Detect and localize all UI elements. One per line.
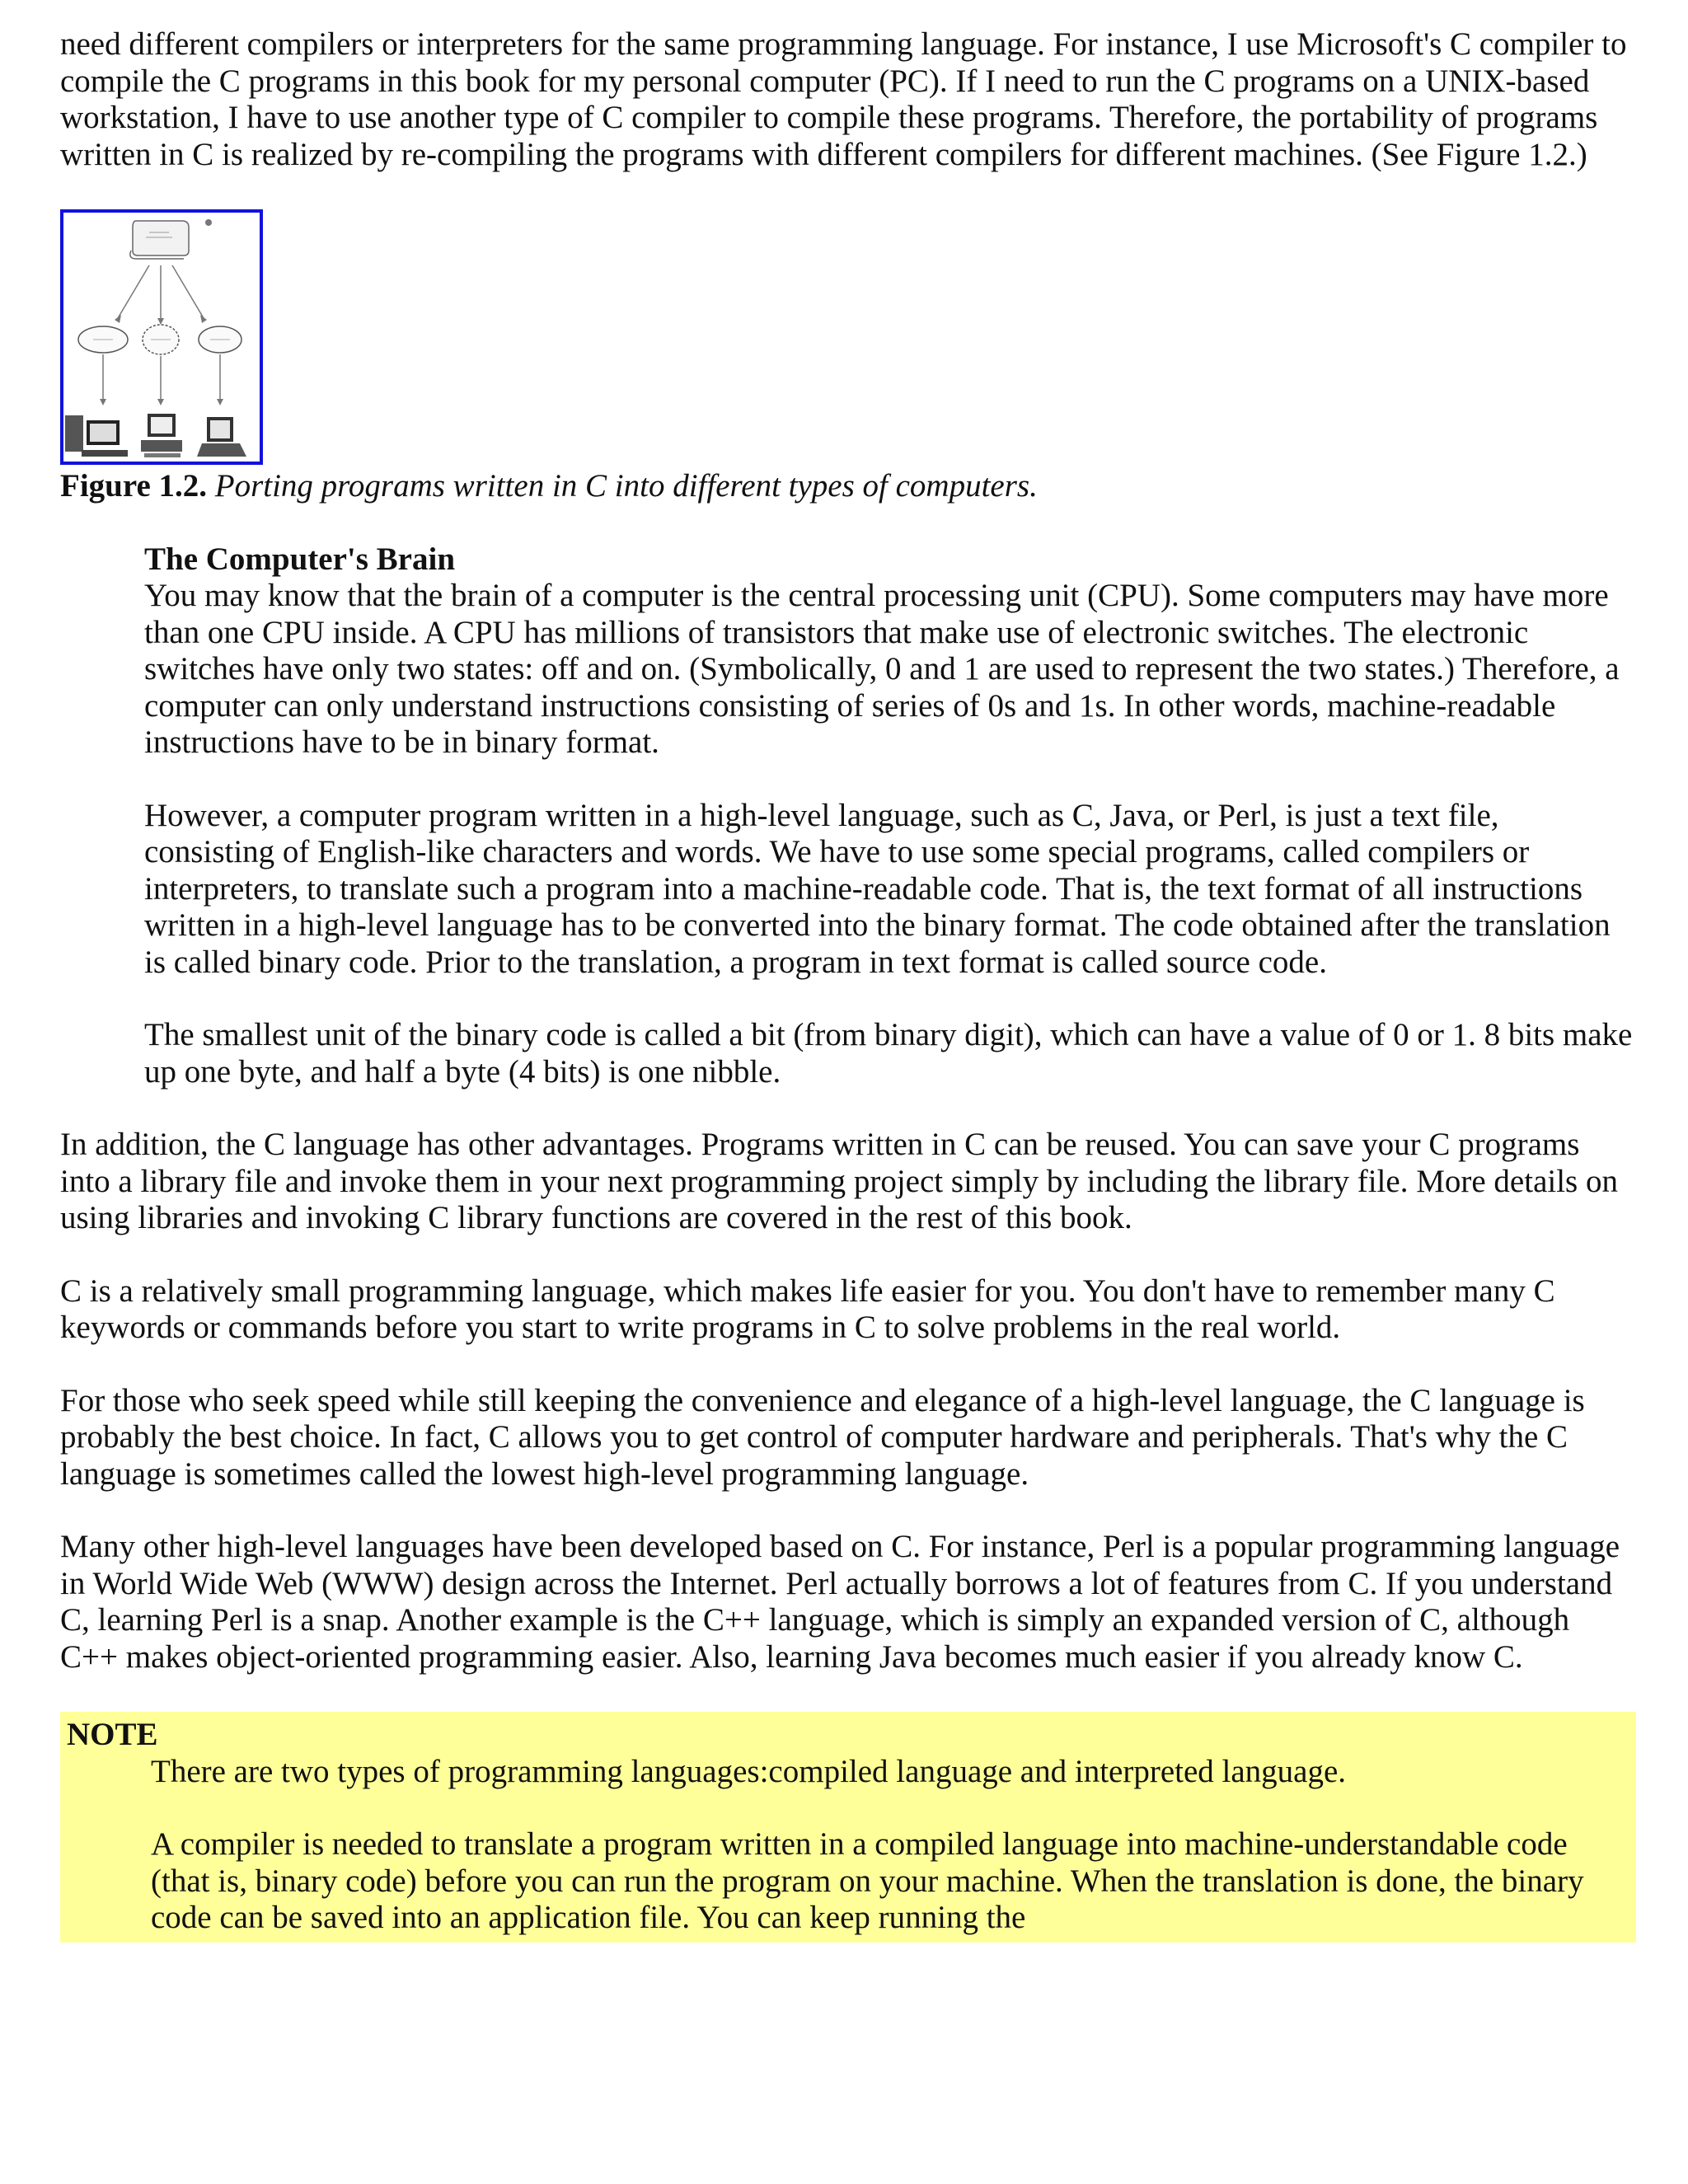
body-paragraph: In addition, the C language has other advantages. Programs written in C can be reused. You can save your C programs into a library file and invoke them in your next programming project simply by including the library file. More details on using libraries and invoking C library functions are covered in the rest of this book. [60, 1127, 1618, 1235]
figure-caption [60, 468, 1634, 505]
note-body [151, 1754, 1628, 1937]
note-box [60, 1712, 1636, 1943]
note-paragraph: There are two types of programming languages:compiled language and interpreted language. [151, 1753, 1347, 1789]
body-paragraph: C is a relatively small programming language, which makes life easier for you. You don't have to remember many C keywords or commands before you start to write programs in C to solve problems in the real world. [60, 1272, 1555, 1345]
intro-paragraph: need different compilers or interpreters for the same programming language. For instance, I use Microsoft's C compiler to compile the C programs in this book for my personal computer (PC). If I need to run the C programs on a UNIX-based workstation, I have to use another type of C compiler to compile these programs. Therefore, the portability of programs written in C is realized by re-compiling the programs with different compilers for different machines. (See Figure 1.2.) [60, 26, 1627, 172]
figure-label: Figure 1.2. [60, 468, 208, 504]
note-title: NOTE [67, 1717, 158, 1752]
sidebar-title: The Computer's Brain [144, 541, 456, 577]
figure-image [60, 209, 263, 465]
page [60, 26, 1634, 1943]
sidebar-paragraph: You may know that the brain of a computer is the central processing unit (CPU). Some computers may have more than one CPU inside. A CPU has millions of transistors that make use of electronic switches. The electronic switches have only two states: off and on. (Symbolically, 0 and 1 are used to represent the two states.) Therefore, a computer can only understand instructions consisting of series of 0s and 1s. In other words, machine-readable instructions have to be in binary format. [144, 578, 1620, 760]
sidebar-computers-brain [144, 541, 1634, 1091]
porting-diagram-icon [63, 213, 260, 462]
body-paragraph: Many other high-level languages have been developed based on C. For instance, Perl is a popular programming language in World Wide Web (WWW) design across the Internet. Perl actually borrows a lot of features from C. If you understand C, learning Perl is a snap. Another example is the C++ language, which is simply an expanded version of C, although C++ makes object-oriented programming easier. Also, learning Java becomes much easier if you already know C. [60, 1529, 1620, 1675]
sidebar-paragraph: The smallest unit of the binary code is called a bit (from binary digit), which can have a value of 0 or 1. 8 bits make up one byte, and half a byte (4 bits) is one nibble. [144, 1017, 1633, 1090]
body-paragraph: For those who seek speed while still keeping the convenience and elegance of a high-level language, the C language is probably the best choice. In fact, C allows you to get control of computer hardware and peripherals. That's why the C language is sometimes called the lowest high-level programming language. [60, 1382, 1585, 1492]
note-paragraph: A compiler is needed to translate a program written in a compiled language into machine-understandable code (that is, binary code) before you can run the program on your machine. When the translation is done, the binary code can be saved into an application file. You can keep running the [151, 1826, 1584, 1935]
figure-caption-text: Porting programs written in C into different types of computers. [214, 468, 1038, 504]
sidebar-paragraph: However, a computer program written in a high-level language, such as C, Java, or Perl, is just a text file, consisting of English-like characters and words. We have to use some special programs, called compilers or interpreters, to translate such a program into a machine-readable code. That is, the text format of all instructions written in a high-level language has to be converted into the binary format. The code obtained after the translation is called binary code. Prior to the translation, a program in text format is called source code. [144, 797, 1611, 980]
